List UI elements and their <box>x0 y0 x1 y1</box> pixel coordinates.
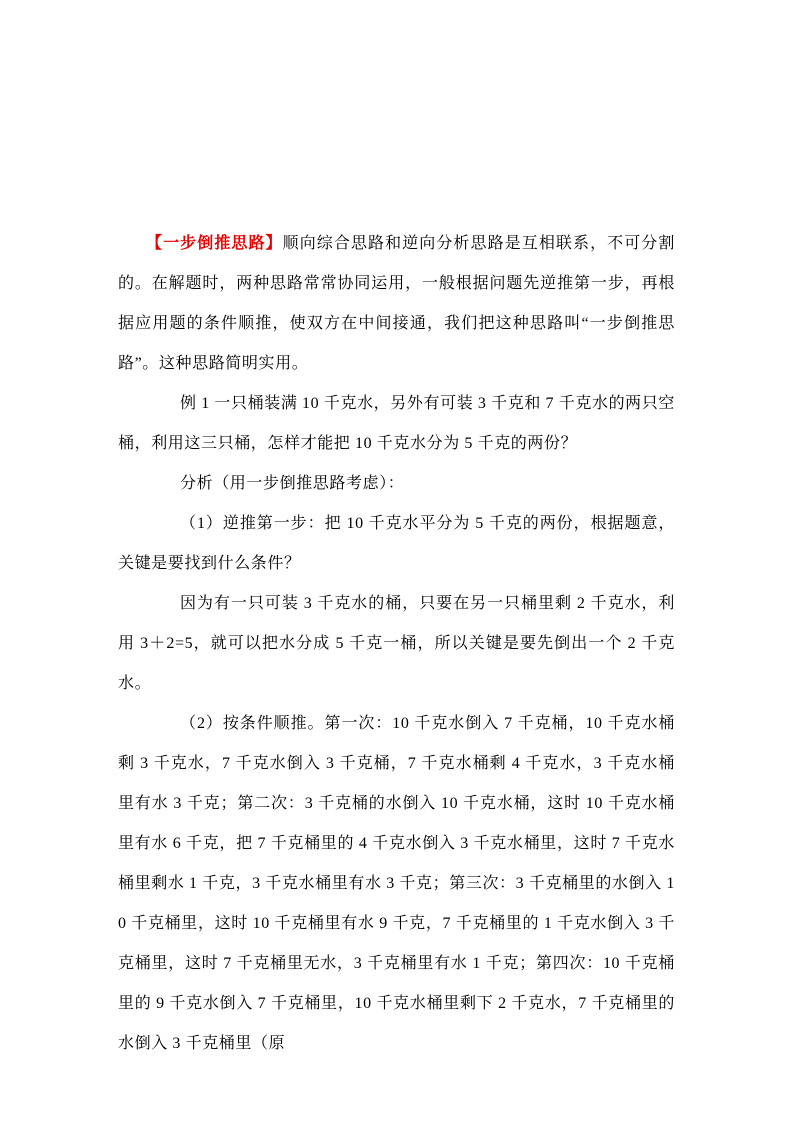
intro-paragraph <box>118 224 675 384</box>
intro-text: 顺向综合思路和逆向分析思路是互相联系，不可分割的。在解题时，两种思路常常协同运用，一般根据问题先逆推第一步，再根据应用题的条件顺推，使双方在中间接通，我们把这种思路叫“一步倒推思路”。这种思路简明实用。 <box>118 235 675 372</box>
backward-step-paragraph: （1）逆推第一步：把 10 千克水平分为 5 千克的两份，根据题意，关键是要找到什么条件？ <box>118 515 675 572</box>
analysis-heading: 分析（用一步倒推思路考虑）： <box>180 475 405 492</box>
example-1-paragraph: 例 1 一只桶装满 10 千克水，另外有可装 3 千克和 7 千克水的两只空桶，利用这三只桶，怎样才能把 10 千克水分为 5 千克的两份？ <box>118 395 675 452</box>
topic-label: 【一步倒推思路】 <box>146 235 283 252</box>
forward-steps-paragraph: （2）按条件顺推。第一次：10 千克水倒入 7 千克桶，10 千克水桶剩 3 千克水，7 千克水倒入 3 千克桶，7 千克水桶剩 4 千克水，3 千克水桶里有水 3 千克；第二次：3 千克桶的水倒入 10 千克水桶，这时 10 千克水桶里有水 6 千克，把 7 千克桶里的 4 千克水倒入 3 千克水桶里，这时 7 千克水桶里剩水 1 千克，3 千克水桶里有水 3 千克；第三次：3 千克桶里的水倒入 10 千克桶里，这时 10 千克桶里有水 9 千克，7 千克桶里的 1 千克水倒入 3 千克桶里，这时 7 千克桶里无水，3 千克桶里有水 1 千克；第四次：10 千克桶里的 9 千克水倒入 7 千克桶里，10 千克水桶里剩下 2 千克水，7 千克桶里的水倒入 3 千克桶里（原 <box>118 715 675 1052</box>
reasoning-paragraph: 因为有一只可装 3 千克水的桶，只要在另一只桶里剩 2 千克水，利用 3＋2=5，就可以把水分成 5 千克一桶，所以关键是要先倒出一个 2 千克水。 <box>118 595 675 692</box>
